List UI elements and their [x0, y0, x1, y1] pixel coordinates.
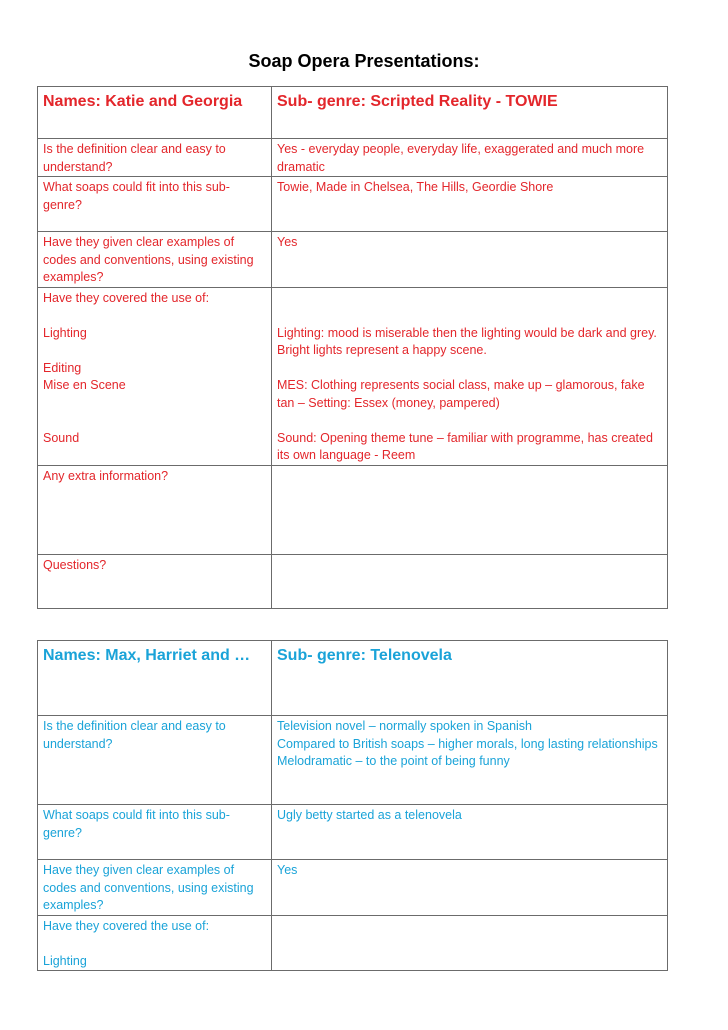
subgenre-cell: Sub- genre: Scripted Reality - TOWIE	[272, 87, 668, 139]
lighting-answer: Lighting: mood is miserable then the lighting would be dark and grey. Bright lights represent a happy scene.	[277, 325, 657, 357]
soaps-answer: Ugly betty started as a telenovela	[272, 805, 668, 860]
sound-answer: Sound: Opening theme tune – familiar with programme, has created its own language - Reem	[277, 430, 653, 462]
table-row	[38, 860, 668, 916]
examples-answer: Yes	[272, 232, 668, 288]
table-row	[38, 915, 668, 971]
covered-question: Have they covered the use of:	[43, 290, 210, 305]
definition-question: Is the definition clear and easy to understand?	[38, 716, 272, 805]
table-row	[38, 641, 668, 716]
definition-answer: Yes - everyday people, everyday life, exaggerated and much more dramatic	[272, 139, 668, 177]
definition-answer-line: Compared to British soaps – higher morals, long lasting relationships	[277, 736, 658, 751]
table-row	[38, 287, 668, 465]
label-editing: Editing	[43, 360, 82, 375]
presentation-table-2	[37, 640, 668, 971]
soaps-answer: Towie, Made in Chelsea, The Hills, Geordie Shore	[272, 177, 668, 232]
covered-question-cell	[38, 915, 272, 971]
examples-question: Have they given clear examples of codes and conventions, using existing examples?	[38, 860, 272, 916]
presentation-table-1	[37, 86, 668, 609]
covered-question-cell	[38, 287, 272, 465]
table-row	[38, 177, 668, 232]
covered-question: Have they covered the use of:	[43, 918, 210, 933]
table-row	[38, 716, 668, 805]
definition-answer-cell	[272, 716, 668, 805]
soaps-question: What soaps could fit into this sub-genre?	[38, 177, 272, 232]
page-title: Soap Opera Presentations:	[248, 51, 480, 71]
table-row	[38, 805, 668, 860]
definition-answer-line: Melodramatic – to the point of being funny	[277, 754, 510, 768]
table-row	[38, 465, 668, 554]
examples-answer: Yes	[272, 860, 668, 916]
covered-answer-cell	[272, 915, 668, 971]
extra-info-answer	[272, 465, 668, 554]
table-row	[38, 554, 668, 608]
table-row	[38, 87, 668, 139]
table-row	[38, 232, 668, 288]
label-lighting: Lighting	[43, 953, 87, 968]
label-lighting: Lighting	[43, 325, 87, 340]
soaps-question: What soaps could fit into this sub-genre?	[38, 805, 272, 860]
definition-answer-line: Television novel – normally spoken in Spanish	[277, 719, 533, 733]
subgenre-cell: Sub- genre: Telenovela	[272, 641, 668, 716]
examples-question: Have they given clear examples of codes and conventions, using existing examples?	[38, 232, 272, 288]
covered-answer-cell	[272, 287, 668, 465]
label-sound: Sound	[43, 430, 80, 445]
mes-answer: MES: Clothing represents social class, make up – glamorous, fake tan – Setting: Essex (money, pampered)	[277, 378, 645, 410]
questions-label: Questions?	[38, 554, 272, 608]
names-cell: Names: Max, Harriet and …	[38, 641, 272, 716]
label-mise-en-scene: Mise en Scene	[43, 378, 126, 392]
extra-info-question: Any extra information?	[38, 465, 272, 554]
names-cell: Names: Katie and Georgia	[38, 87, 272, 139]
table-row	[38, 139, 668, 177]
questions-answer	[272, 554, 668, 608]
definition-question: Is the definition clear and easy to understand?	[38, 139, 272, 177]
